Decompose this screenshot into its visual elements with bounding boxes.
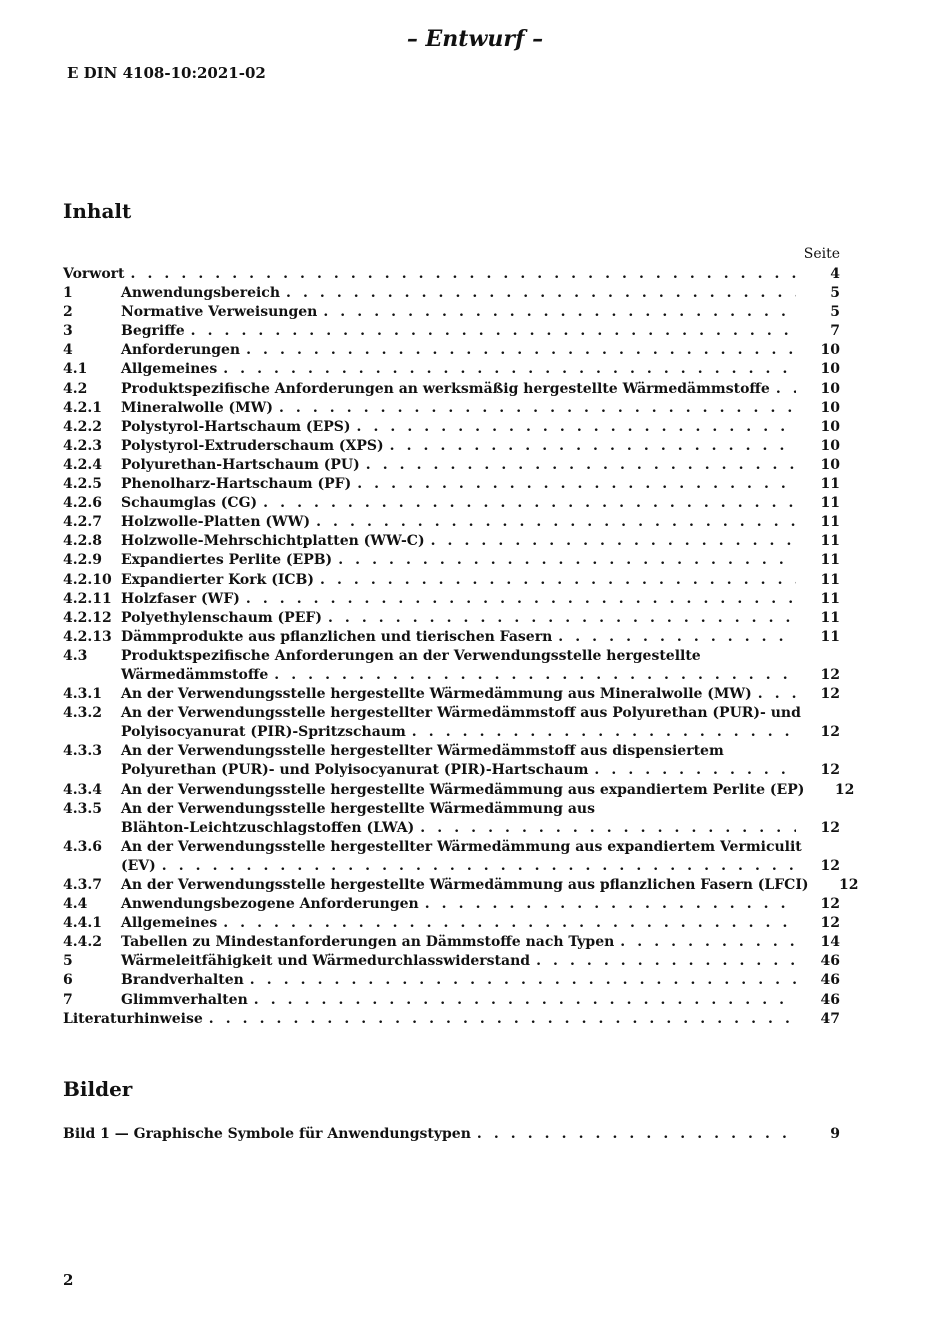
toc-entry-page: 10 — [820, 361, 840, 378]
toc-entry[interactable] — [63, 895, 840, 914]
dot-leader — [477, 1125, 796, 1144]
toc-entry-number: 4.2.8 — [63, 533, 102, 550]
toc-entry-number: 4.2.12 — [63, 609, 112, 626]
draft-mark: – Entwurf – — [406, 26, 544, 52]
toc-heading: Inhalt — [63, 199, 132, 223]
figure-list — [63, 1125, 840, 1144]
toc-entry-title: Expandiertes Perlite (EPB) — [121, 552, 333, 569]
toc-entry[interactable] — [63, 380, 840, 399]
dot-leader — [246, 341, 796, 360]
toc-entry[interactable] — [63, 628, 840, 647]
toc-entry-title: Phenolharz-Hartschaum (PF) — [121, 476, 352, 493]
toc-entry[interactable] — [63, 991, 840, 1010]
dot-leader — [758, 685, 796, 704]
toc-entry[interactable] — [63, 551, 840, 570]
toc-entry-number: 4.2.6 — [63, 495, 102, 512]
toc-entry[interactable] — [63, 914, 840, 933]
toc-entry[interactable] — [63, 781, 855, 800]
toc-entry-title: Glimmverhalten — [121, 991, 248, 1008]
toc-entry-page: 11 — [820, 571, 840, 588]
dot-leader — [131, 265, 796, 284]
toc-entry-page: 11 — [820, 514, 840, 531]
toc-entry-page: 11 — [820, 495, 840, 512]
toc-entry-title: Normative Verweisungen — [121, 304, 318, 321]
dot-leader — [162, 857, 796, 876]
toc-entry-page: 5 — [830, 285, 840, 302]
toc-entry-page: 12 — [820, 857, 840, 874]
toc-entry-title: Schaumglas (CG) — [121, 495, 258, 512]
toc-entry-title: Wärmedämmstoffe — [121, 666, 269, 683]
dot-leader — [320, 571, 796, 590]
dot-leader — [223, 914, 796, 933]
toc-entry-page: 10 — [820, 418, 840, 435]
toc-entry-title: Allgemeines — [121, 361, 218, 378]
toc-entry-page: 11 — [820, 552, 840, 569]
toc-entry-number: 4.4 — [63, 896, 88, 913]
figures-heading: Bilder — [63, 1077, 133, 1101]
dot-leader — [420, 819, 796, 838]
toc-entry-number: 4.3.2 — [63, 705, 102, 722]
toc-entry-page: 10 — [820, 437, 840, 454]
toc-entry-number: 4.2.13 — [63, 628, 112, 645]
toc-entry[interactable] — [63, 971, 840, 990]
toc-entry[interactable] — [63, 1010, 840, 1029]
toc-entry[interactable] — [63, 685, 840, 704]
toc-entry-page: 46 — [820, 953, 840, 970]
dot-leader — [316, 513, 796, 532]
toc-entry-title: An der Verwendungsstelle hergestellter Wärmedämmstoff aus Polyurethan (PUR)- und — [121, 705, 801, 722]
toc-entry-title: An der Verwendungsstelle hergestellter Wärmedämmung aus expandiertem Vermiculit — [121, 838, 802, 855]
dot-leader — [776, 380, 796, 399]
toc-entry-title: Literaturhinweise — [63, 1010, 203, 1027]
toc-entry-page: 14 — [820, 934, 840, 951]
toc-entry-title: Polyethylenschaum (PEF) — [121, 609, 322, 626]
toc-entry-page: 10 — [820, 342, 840, 359]
toc-entry-title: Tabellen zu Mindestanforderungen an Dämmstoffe nach Typen — [121, 934, 615, 951]
toc-entry-page: 10 — [820, 456, 840, 473]
toc-entry-number: 4 — [63, 342, 73, 359]
page-column-label: Seite — [803, 246, 840, 262]
toc-entry-title: Polyurethan (PUR)- und Polyisocyanurat (PIR)-Hartschaum — [121, 762, 589, 779]
toc-entry-page: 12 — [820, 896, 840, 913]
toc-entry-page: 10 — [820, 380, 840, 397]
toc-entry-title: Holzfaser (WF) — [121, 590, 240, 607]
toc-entry-number: 4.2.4 — [63, 456, 102, 473]
toc-entry-number: 4.2.7 — [63, 514, 102, 531]
toc-entry[interactable] — [63, 303, 840, 322]
toc-entry[interactable] — [63, 609, 840, 628]
toc-entry-page: 12 — [834, 781, 855, 798]
dot-leader — [620, 933, 796, 952]
toc-entry-page: 4 — [830, 266, 840, 282]
toc-entry-page: 9 — [830, 1126, 840, 1142]
toc-entry-title: Anwendungsbereich — [121, 285, 280, 302]
toc-entry-title: An der Verwendungsstelle hergestellte Wärmedämmung aus Mineralwolle (MW) — [121, 686, 752, 703]
toc-entry-number: 7 — [63, 991, 73, 1008]
dot-leader — [390, 437, 796, 456]
toc-entry-number: 4.3.6 — [63, 838, 102, 855]
toc-entry-title: An der Verwendungsstelle hergestellter Wärmedämmstoff aus dispensiertem — [121, 743, 724, 760]
toc-entry[interactable] — [63, 590, 840, 609]
toc-entry-number: 4.2.3 — [63, 437, 102, 454]
dot-leader — [263, 494, 796, 513]
toc-entry-page: 11 — [820, 476, 840, 493]
toc-entry-title: Holzwolle-Mehrschichtplatten (WW-C) — [121, 533, 425, 550]
dot-leader — [191, 322, 796, 341]
toc-entry-number: 4.3.3 — [63, 743, 102, 760]
toc-entry[interactable] — [63, 876, 859, 895]
dot-leader — [250, 971, 796, 990]
dot-leader — [254, 991, 796, 1010]
toc-entry-title: Polyisocyanurat (PIR)-Spritzschaum — [121, 724, 406, 741]
toc-entry-title: Vorwort — [63, 266, 125, 282]
toc-entry[interactable] — [63, 647, 840, 666]
toc-entry-title: Polystyrol-Extruderschaum (XPS) — [121, 437, 384, 454]
toc-entry-title: Blähton-Leichtzuschlagstoffen (LWA) — [121, 819, 415, 836]
toc-entry[interactable] — [63, 857, 840, 876]
toc-entry-title: Holzwolle-Platten (WW) — [121, 514, 311, 531]
toc-entry[interactable] — [63, 1125, 840, 1144]
toc-entry-title: Anforderungen — [121, 342, 241, 359]
toc-entry-title: Dämmprodukte aus pflanzlichen und tierischen Fasern — [121, 628, 553, 645]
toc-entry[interactable] — [63, 399, 840, 418]
dot-leader — [328, 609, 796, 628]
dot-leader — [558, 628, 796, 647]
toc-entry-number: 4.2.5 — [63, 476, 102, 493]
dot-leader — [223, 360, 796, 379]
document-id: E DIN 4108-10:2021-02 — [67, 64, 266, 82]
toc-entry-title: An der Verwendungsstelle hergestellte Wärmedämmung aus pflanzlichen Fasern (LFCI) — [121, 877, 809, 893]
toc-entry-number: 4.3.1 — [63, 686, 102, 703]
toc-entry[interactable] — [63, 819, 840, 838]
toc-entry-number: 4.3.7 — [63, 877, 102, 893]
toc-entry-number: 6 — [63, 972, 73, 989]
toc-entry-page: 12 — [820, 686, 840, 703]
toc-entry[interactable] — [63, 456, 840, 475]
toc-entry-title: Produktspezifische Anforderungen an der Verwendungsstelle hergestellte — [121, 647, 701, 664]
toc-entry[interactable] — [63, 933, 840, 952]
toc-entry[interactable] — [63, 723, 840, 742]
dot-leader — [209, 1010, 796, 1029]
toc-entry[interactable] — [63, 284, 840, 303]
toc-entry-title: Begriffe — [121, 323, 185, 340]
toc-entry[interactable] — [63, 532, 840, 551]
toc-entry[interactable] — [63, 571, 840, 590]
toc-entry-number: 4.4.2 — [63, 934, 102, 951]
toc-entry[interactable] — [63, 952, 840, 971]
dot-leader — [536, 952, 796, 971]
toc-entry[interactable] — [63, 704, 840, 723]
dot-leader — [274, 666, 796, 685]
toc-entry-title: Bild 1 — Graphische Symbole für Anwendungstypen — [63, 1126, 471, 1142]
dot-leader — [594, 761, 796, 780]
toc-entry-number: 4.1 — [63, 361, 88, 378]
dot-leader — [323, 303, 796, 322]
toc-entry[interactable] — [63, 437, 840, 456]
toc-entry[interactable] — [63, 265, 840, 284]
toc-entry-title: Produktspezifische Anforderungen an werksmäßig hergestellte Wärmedämmstoffe — [121, 380, 770, 397]
toc-entry[interactable] — [63, 341, 840, 360]
toc-entry-page: 12 — [820, 762, 840, 779]
toc-entry[interactable] — [63, 513, 840, 532]
toc-entry-title: An der Verwendungsstelle hergestellte Wärmedämmung aus — [121, 800, 595, 817]
toc-entry-number: 4.2.10 — [63, 571, 112, 588]
dot-leader — [425, 895, 796, 914]
toc-entry-number: 4.3.5 — [63, 800, 102, 817]
toc-entry-page: 11 — [820, 609, 840, 626]
toc-entry[interactable] — [63, 742, 840, 761]
toc-entry[interactable] — [63, 322, 840, 341]
toc-entry-number: 3 — [63, 323, 73, 340]
page-number: 2 — [63, 1271, 74, 1289]
toc-entry-title: Expandierter Kork (ICB) — [121, 571, 314, 588]
toc-entry[interactable] — [63, 494, 840, 513]
toc-entry-number: 4.2.9 — [63, 552, 102, 569]
toc-entry-title: Polyurethan-Hartschaum (PU) — [121, 456, 360, 473]
toc-entry-page: 12 — [820, 819, 840, 836]
toc-entry-number: 5 — [63, 953, 73, 970]
toc-entry[interactable] — [63, 800, 840, 819]
toc-entry-title: Mineralwolle (MW) — [121, 399, 273, 416]
toc-entry-page: 11 — [820, 533, 840, 550]
toc-entry[interactable] — [63, 838, 840, 857]
toc-entry-page: 12 — [820, 724, 840, 741]
toc-entry-title: (EV) — [121, 857, 156, 874]
toc-entry-title: Brandverhalten — [121, 972, 244, 989]
toc-entry-page: 7 — [830, 323, 840, 340]
toc-entry-title: Polystyrol-Hartschaum (EPS) — [121, 418, 351, 435]
toc-entry-title: An der Verwendungsstelle hergestellte Wärmedämmung aus expandiertem Perlite (EP) — [121, 781, 805, 798]
toc-entry-number: 4.2.1 — [63, 399, 102, 416]
toc-entry-page: 10 — [820, 399, 840, 416]
toc-entry-number: 4.3 — [63, 647, 88, 664]
dot-leader — [357, 418, 797, 437]
toc-entry-page: 11 — [820, 590, 840, 607]
toc-entry-number: 4.3.4 — [63, 781, 102, 798]
toc-entry-page: 47 — [820, 1010, 840, 1027]
toc-entry-page: 12 — [820, 666, 840, 683]
dot-leader — [246, 590, 796, 609]
toc-entry-title: Anwendungsbezogene Anforderungen — [121, 896, 419, 913]
toc-entry-number: 4.4.1 — [63, 915, 102, 932]
toc-entry-number: 4.2.11 — [63, 590, 112, 607]
toc-entry[interactable] — [63, 418, 840, 437]
table-of-contents — [63, 265, 859, 1029]
dot-leader — [338, 551, 796, 570]
dot-leader — [412, 723, 796, 742]
toc-entry[interactable] — [63, 761, 840, 780]
toc-entry-number: 4.2.2 — [63, 418, 102, 435]
toc-entry-page: 46 — [820, 972, 840, 989]
toc-entry-number: 1 — [63, 285, 73, 302]
toc-entry-title: Wärmeleitfähigkeit und Wärmedurchlasswiderstand — [121, 953, 531, 970]
toc-entry-page: 12 — [839, 877, 859, 893]
dot-leader — [431, 532, 796, 551]
dot-leader — [286, 284, 796, 303]
toc-entry[interactable] — [63, 666, 840, 685]
toc-entry-page: 5 — [830, 304, 840, 321]
dot-leader — [279, 399, 796, 418]
toc-entry-page: 12 — [820, 915, 840, 932]
toc-entry[interactable] — [63, 475, 840, 494]
toc-entry[interactable] — [63, 360, 840, 379]
dot-leader — [366, 456, 796, 475]
toc-entry-page: 46 — [820, 991, 840, 1008]
toc-entry-page: 11 — [820, 628, 840, 645]
toc-entry-number: 4.2 — [63, 380, 88, 397]
toc-entry-number: 2 — [63, 304, 73, 321]
dot-leader — [357, 475, 796, 494]
toc-entry-title: Allgemeines — [121, 915, 218, 932]
